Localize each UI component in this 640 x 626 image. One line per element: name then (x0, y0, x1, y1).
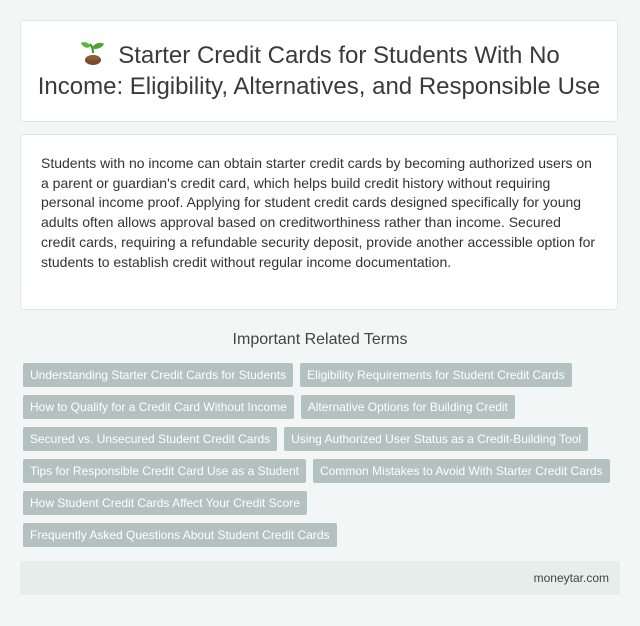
related-term-tag[interactable]: Eligibility Requirements for Student Credit Cards (300, 363, 571, 387)
related-term-tag[interactable]: Understanding Starter Credit Cards for Students (23, 363, 293, 387)
related-terms-list (23, 363, 623, 547)
related-term-tag[interactable]: Frequently Asked Questions About Student Credit Cards (23, 523, 337, 547)
related-terms-heading: Important Related Terms (232, 331, 408, 348)
page-title-text: Starter Credit Cards for Students With No Income: Eligibility, Alternatives, and Responsible Use (37, 42, 601, 100)
related-term-tag[interactable]: Using Authorized User Status as a Credit-Building Tool (284, 427, 588, 451)
related-term-tag[interactable]: Common Mistakes to Avoid With Starter Credit Cards (313, 459, 610, 483)
footer-brand: moneytar.com (533, 571, 609, 585)
title-card (20, 20, 618, 122)
page-title (21, 40, 617, 102)
related-term-tag[interactable]: Tips for Responsible Credit Card Use as a Student (23, 459, 306, 483)
summary-text: Students with no income can obtain starter credit cards by becoming authorized users on a parent or guardian's credit card, which helps build credit history without requiring personal income proof. Applying for student credit cards designed specifically for young adults often allows approval based on creditworthiness rather than income. Secured credit cards, requiring a refundable security deposit, provide another accessible option for students to establish credit without regular income documentation. (41, 155, 596, 270)
related-term-tag[interactable]: How Student Credit Cards Affect Your Credit Score (23, 491, 307, 515)
related-term-tag[interactable]: Secured vs. Unsecured Student Credit Cards (23, 427, 277, 451)
related-term-tag[interactable]: How to Qualify for a Credit Card Without Income (23, 395, 294, 419)
related-term-tag[interactable]: Alternative Options for Building Credit (301, 395, 515, 419)
summary-card (20, 134, 618, 310)
footer (20, 561, 620, 595)
sprout-icon (78, 40, 108, 66)
